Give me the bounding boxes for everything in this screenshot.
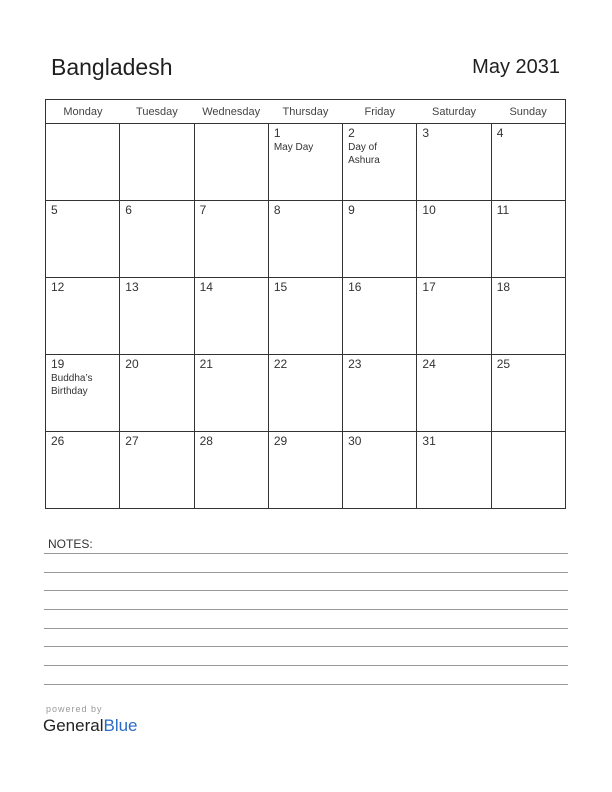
- day-number: 3: [422, 126, 430, 140]
- weekday-sunday: Sunday: [491, 100, 565, 124]
- week-row-1: [46, 124, 566, 201]
- day-number: 21: [199, 357, 213, 371]
- note-line: [44, 628, 568, 629]
- powered-by-text: powered by: [46, 704, 103, 714]
- day-cell: [491, 432, 565, 509]
- day-cell: [268, 355, 342, 432]
- day-number: 23: [348, 357, 362, 371]
- day-cell: [268, 201, 342, 278]
- day-cell: [491, 201, 565, 278]
- day-number: 16: [348, 280, 362, 294]
- day-number: 26: [51, 434, 65, 448]
- weekday-tuesday: Tuesday: [120, 100, 194, 124]
- day-cell: [417, 432, 491, 509]
- day-number: 1: [273, 126, 281, 140]
- country-title: Bangladesh: [51, 54, 173, 80]
- note-line: [44, 646, 568, 647]
- day-number: 5: [51, 203, 58, 217]
- day-number: 11: [496, 203, 510, 217]
- day-cell: [491, 355, 565, 432]
- day-cell: [343, 432, 417, 509]
- day-number: 4: [496, 126, 504, 140]
- day-cell: [194, 432, 268, 509]
- notes-label: NOTES:: [48, 537, 93, 551]
- note-line: [44, 572, 568, 573]
- generalblue-logo[interactable]: [43, 716, 138, 736]
- day-number: 7: [199, 203, 207, 217]
- month-year-title: May 2031: [472, 56, 560, 78]
- day-cell: [417, 355, 491, 432]
- day-cell: [417, 201, 491, 278]
- holiday-label: May Day: [273, 142, 314, 153]
- day-cell: [194, 355, 268, 432]
- weekday-friday: Friday: [343, 100, 417, 124]
- weekday-thursday: Thursday: [268, 100, 342, 124]
- weekday-wednesday: Wednesday: [194, 100, 268, 124]
- day-cell: [268, 432, 342, 509]
- day-number: 28: [199, 434, 213, 448]
- note-line: [44, 665, 568, 666]
- day-cell: [194, 278, 268, 355]
- day-cell: [417, 124, 491, 201]
- week-row-3: [46, 278, 566, 355]
- day-cell: [46, 432, 120, 509]
- day-number: 22: [273, 357, 288, 371]
- day-cell: [343, 124, 417, 201]
- day-cell: [343, 278, 417, 355]
- day-number: 18: [496, 280, 511, 294]
- day-cell: [46, 355, 120, 432]
- day-number: 29: [273, 434, 288, 448]
- day-cell: [268, 124, 342, 201]
- day-cell: [343, 355, 417, 432]
- day-cell: [194, 201, 268, 278]
- day-number: 19: [51, 357, 65, 371]
- week-row-5: [46, 432, 566, 509]
- day-number: 8: [273, 203, 281, 217]
- day-number: 6: [125, 203, 132, 217]
- day-cell: [46, 201, 120, 278]
- brand-general: General: [43, 716, 104, 735]
- day-cell: [491, 278, 565, 355]
- day-cell: [194, 124, 268, 201]
- week-row-4: [46, 355, 566, 432]
- weekday-monday: Monday: [46, 100, 120, 124]
- day-number: 2: [348, 126, 355, 140]
- note-line: [44, 609, 568, 610]
- day-number: 12: [51, 280, 65, 294]
- day-number: 30: [348, 434, 362, 448]
- day-number: 17: [422, 280, 436, 294]
- weekday-saturday: Saturday: [417, 100, 491, 124]
- day-cell: [491, 124, 565, 201]
- holiday-label: Buddha’s Birthday: [51, 373, 93, 397]
- note-line: [44, 590, 568, 591]
- day-number: 9: [348, 203, 355, 217]
- day-cell: [120, 278, 194, 355]
- day-number: 14: [199, 280, 213, 294]
- day-number: 27: [125, 434, 139, 448]
- day-cell: [120, 201, 194, 278]
- weekday-header-row: [46, 100, 566, 124]
- week-row-2: [46, 201, 566, 278]
- day-cell: [46, 278, 120, 355]
- day-cell: [268, 278, 342, 355]
- calendar-grid: [45, 99, 566, 509]
- day-cell: [417, 278, 491, 355]
- day-cell: [46, 124, 120, 201]
- brand-blue: Blue: [103, 716, 138, 735]
- day-cell: [120, 432, 194, 509]
- day-number: 24: [422, 357, 436, 371]
- note-line: [44, 684, 568, 685]
- day-number: 20: [125, 357, 139, 371]
- day-number: 13: [125, 280, 139, 294]
- day-number: 31: [422, 434, 436, 448]
- note-line: [44, 553, 568, 554]
- day-cell: [343, 201, 417, 278]
- day-cell: [120, 355, 194, 432]
- day-number: 25: [496, 357, 511, 371]
- day-number: 10: [422, 203, 436, 217]
- day-cell: [120, 124, 194, 201]
- day-number: 15: [273, 280, 288, 294]
- holiday-label: Day of Ashura: [348, 142, 380, 166]
